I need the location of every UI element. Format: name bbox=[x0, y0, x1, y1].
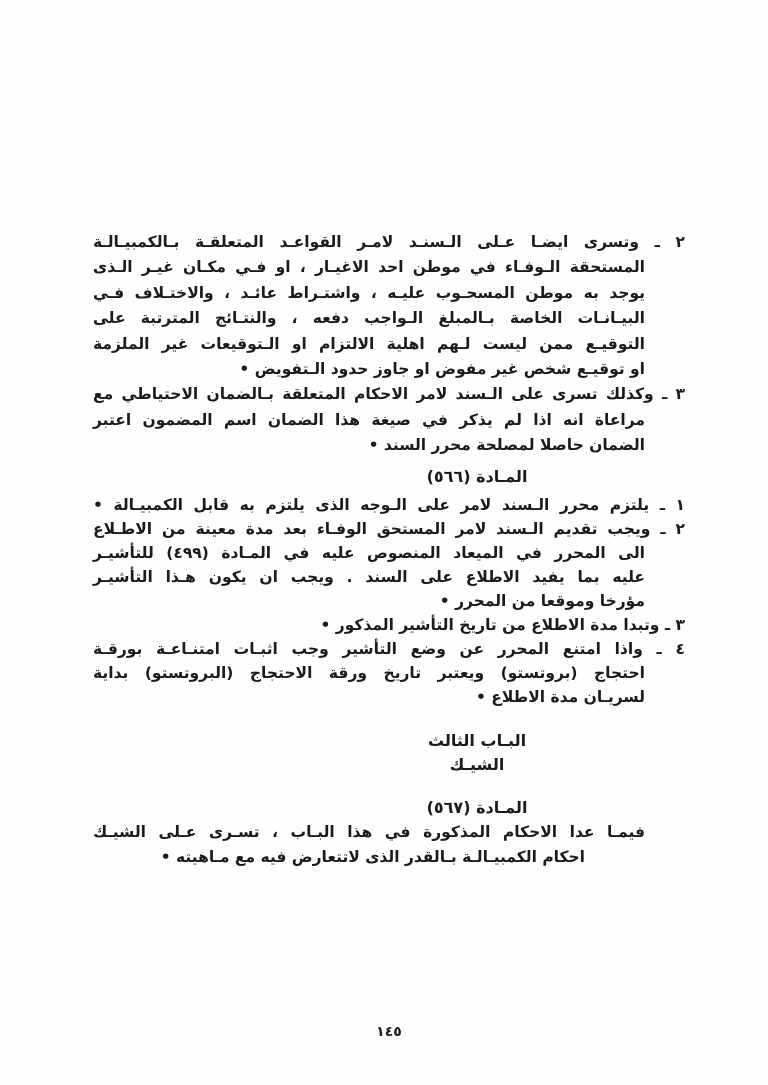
text-line: فيمـا عدا الاحكام المذكورة في هذا البـاب ، تسـرى عـلى الشيـك bbox=[93, 822, 645, 841]
text-column bbox=[93, 230, 685, 870]
text-line: البيـانـات الخاصة بـالمبلغ الـواجب دفعه ، والنتـائج المترتبة على bbox=[93, 309, 645, 328]
text-line: المستحقة الـوفـاء في موطن احد الاغيـار ، او فـي مكـان غيـر الـذى bbox=[93, 258, 645, 277]
article-567-paragraph bbox=[93, 820, 685, 870]
clause-2-paragraph bbox=[93, 230, 685, 382]
article-566-item-3 bbox=[93, 613, 685, 637]
article-566-body bbox=[93, 493, 685, 709]
text-line: لسريـان مدة الاطلاع • bbox=[475, 687, 645, 706]
text-line: ٢ ـ ويجب تقديم الـسند لامر المستحق الوفـاء بعد مدة معينة من الاطـلاع bbox=[93, 519, 685, 538]
text-line: ٣ ـ وكذلك تسرى على الـسند لامر الاحكام المتعلقة بـالضمان الاحتياطي مع bbox=[93, 385, 685, 404]
text-line: ٢ ـ وتسرى ايضـا عـلى الـسنـد لامـر القواعـد المتعلقـة بـالكمبيـالـة bbox=[93, 233, 685, 251]
text-line: مراعاة انه اذا لم يذكر في صيغة هذا الضمان اسم المضمون اعتبر bbox=[93, 410, 645, 429]
chapter-3-subtitle: الشيـك bbox=[449, 754, 505, 774]
text-line: احكام الكمبيـالـة بـالقدر الذى لاتتعارض فيه مع مـاهيته • bbox=[160, 847, 585, 866]
text-line: او توقيـع شخص غير مفوض او جاوز حدود الـتفويض • bbox=[239, 360, 645, 379]
article-566-item-2 bbox=[93, 517, 685, 613]
text-line: ٤ ـ واذا امتنع المحرر عن وضع التأشير وجب اثبـات امتنـاعـة بورقـة bbox=[93, 639, 685, 658]
text-line: عليه بما يفيد الاطلاع على السند . ويجب ان يكون هـذا التأشيـر bbox=[93, 567, 645, 586]
text-line: التوقيـع ممن ليست لـهم اهلية الالتزام او الـتوقيعات غير الملزمة bbox=[93, 334, 645, 353]
text-line: احتجاج (بروتستو) ويعتبر تاريخ ورقة الاحتجاج (البروتستو) بداية bbox=[93, 663, 645, 682]
text-line: مؤرخا وموقعا من المحرر • bbox=[439, 591, 645, 610]
page-number: ١٤٥ bbox=[376, 1024, 402, 1040]
page-footer bbox=[93, 1024, 685, 1040]
chapter-3-title: البـاب الثالث bbox=[427, 730, 527, 750]
clause-3-paragraph bbox=[93, 382, 685, 458]
text-line: ٣ ـ وتبدا مدة الاطلاع من تاريخ التأشير المذكور • bbox=[320, 615, 685, 634]
text-line: يوجد به موطن المسحـوب عليـه ، واشتـراط عائـد ، والاختـلاف فـي bbox=[93, 283, 645, 302]
article-566-heading: المـادة (٥٦٦) bbox=[426, 466, 528, 486]
article-567-heading: المـادة (٥٦٧) bbox=[426, 797, 528, 817]
text-line: الضمان حاصلا لمصلحة محرر السند • bbox=[368, 436, 645, 455]
chapter-3-heading-block bbox=[93, 729, 685, 777]
article-566-item-1 bbox=[93, 493, 685, 517]
text-line: ١ ـ يلتزم محرر الـسند لامر على الـوجه الذى يلتزم به قابل الكمبيـالة • bbox=[93, 495, 685, 514]
article-566-item-4 bbox=[93, 637, 685, 709]
text-line: الى المحرر في الميعاد المنصوص عليه في المـادة (٤٩٩) للتأشيـر bbox=[93, 543, 645, 562]
